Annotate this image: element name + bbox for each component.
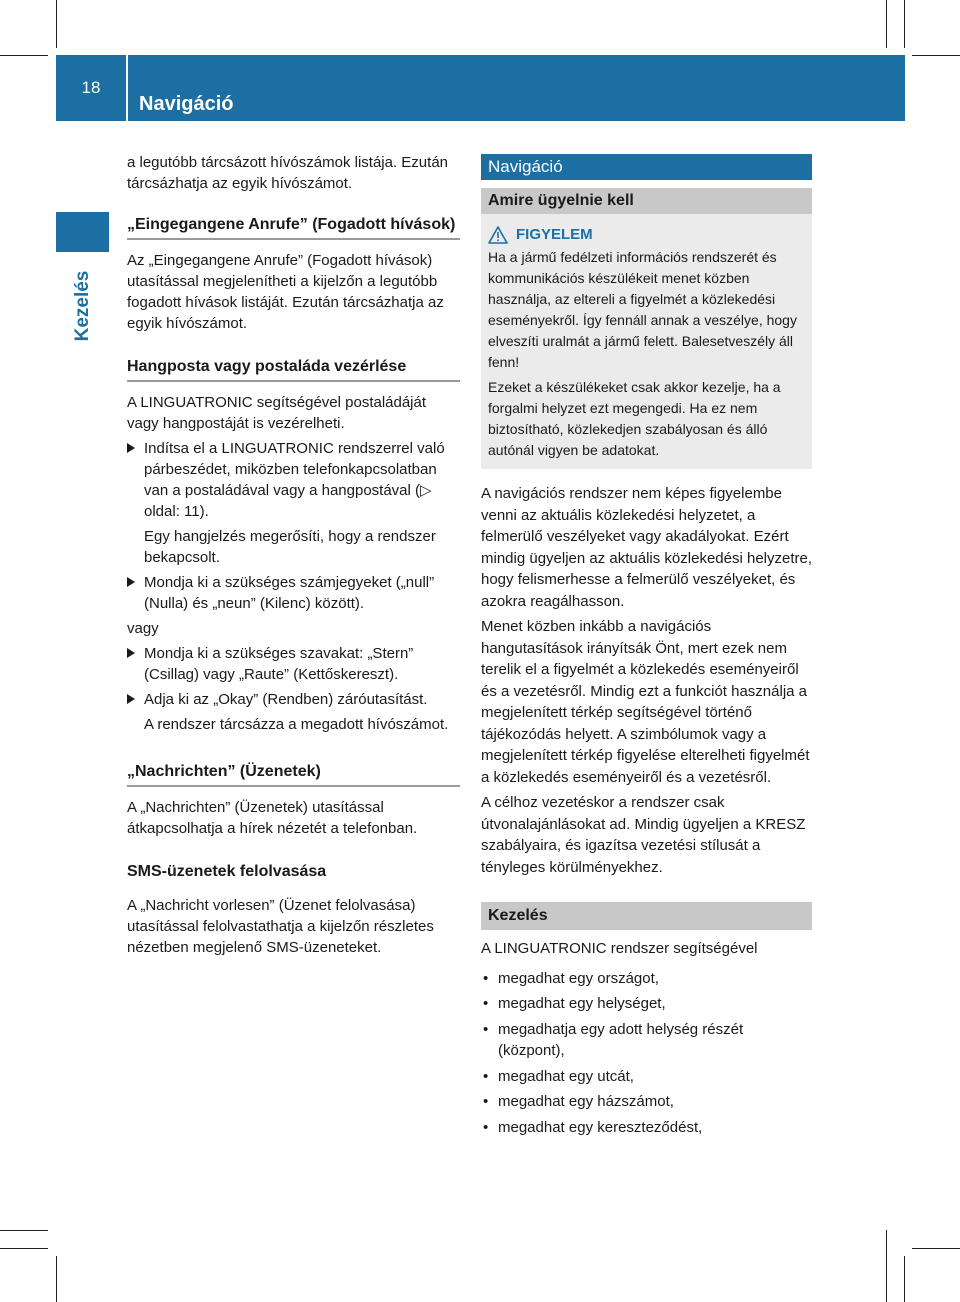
list-item-text: megadhat egy utcát,	[498, 1067, 634, 1085]
crop-mark	[904, 0, 905, 48]
list-item-text: megadhat egy helységet,	[498, 995, 666, 1012]
voicemail-body: A LINGUATRONIC segítségével postaládáját vagy hangpostáját is vezérelheti.	[127, 394, 427, 432]
bullet-icon: •	[483, 1093, 489, 1110]
warning-title-text: FIGYELEM	[516, 226, 593, 243]
crop-mark	[886, 0, 887, 48]
list-item	[481, 1019, 812, 1062]
page-title: Navigáció	[139, 93, 234, 115]
step-item	[127, 643, 460, 685]
operation-intro: A LINGUATRONIC rendszer segítségével	[481, 940, 758, 957]
body-paragraph: Menet közben inkább a navigációs hangutasítások irányítsák Önt, mert ezek nem terelik el a figyelmét a közlekedés eseményeiről és a vezetésről. Mindig ezt a funkciót használja a megjelenített térkép segítségével történő tájékozódás helyett. A szimbólumok vagy a megjelenített térkép figyelése elterelheti figyelmét a közlekedés eseményeiről és a vezetésről.	[481, 618, 810, 786]
left-column	[127, 152, 460, 962]
arrow-icon	[127, 577, 135, 587]
sms-body: A „Nachricht vorlesen” (Üzenet felolvasása) utasítással felolvastathatja a kijelzőn részletes nézetben megjelenő SMS-üzeneteket.	[127, 897, 434, 956]
bullet-icon: •	[483, 969, 489, 987]
warning-text: Ezeket a készülékeket csak akkor kezelje, ha a forgalmi helyzet ezt megengedi. Ha ez nem biztosítható, közlekedjen szabályosan és álló autónál vigyen be adatokat.	[488, 379, 781, 458]
list-item	[481, 993, 812, 1015]
crop-mark	[0, 55, 48, 56]
received-calls-body: Az „Eingegangene Anrufe” (Fogadott hívások) utasítással megjelenítheti a kijelzőn a legutóbb fogadott hívások listáját. Ezután tárcsázhatja az egyik hívószámot.	[127, 252, 444, 332]
body-paragraph: A navigációs rendszer nem képes figyelembe venni az aktuális közlekedési helyzetet, a felmerülő veszélyeket vagy akadályokat. Ezért mindig ügyeljen az aktuális közlekedési helyzetre, hogy felismerhesse a felmerülő veszélyeket, és azokra reagálhasson.	[481, 485, 813, 610]
list-item-text: megadhat egy országot,	[498, 969, 659, 987]
bullet-icon: •	[483, 1020, 489, 1038]
arrow-icon	[127, 648, 135, 658]
list-item	[481, 1117, 812, 1139]
section-heading-messages: „Nachrichten” (Üzenetek)	[127, 761, 460, 787]
body-paragraph: A célhoz vezetéskor a rendszer csak útvonalajánlásokat ad. Mindig ügyeljen a KRESZ szabályaira, és igazítsa vezetési stílusát a tényleges körülményekhez.	[481, 794, 806, 876]
list-item-text: megadhatja egy adott helység részét (központ),	[498, 1020, 744, 1059]
intro-text: a legutóbb tárcsázott hívószámok listája. Ezután tárcsázhatja az egyik hívószámot.	[127, 154, 449, 192]
list-item	[481, 1091, 812, 1113]
side-tab-label	[56, 252, 109, 360]
crop-mark	[56, 1256, 57, 1302]
subsection-heading: Amire ügyelnie kell	[481, 188, 812, 214]
crop-mark	[912, 1248, 960, 1249]
warning-triangle-icon	[488, 226, 508, 244]
messages-body: A „Nachrichten” (Üzenetek) utasítással átkapcsolhatja a hírek nézetét a telefonban.	[127, 799, 418, 837]
bullet-icon: •	[483, 1067, 489, 1085]
step-result: Egy hangjelzés megerősíti, hogy a rendszer bekapcsolt.	[144, 528, 436, 566]
side-tab-marker	[56, 212, 109, 252]
step-item	[127, 689, 460, 710]
section-heading-operation: Kezelés	[481, 902, 812, 930]
or-text: vagy	[127, 620, 159, 637]
crop-mark	[56, 0, 57, 48]
crop-mark	[912, 55, 960, 56]
list-item-text: megadhat egy házszámot,	[498, 1093, 674, 1110]
arrow-icon	[127, 443, 135, 453]
section-heading-sms: SMS-üzenetek felolvasása	[127, 863, 327, 880]
step-result: A rendszer tárcsázza a megadott hívószámot.	[144, 716, 449, 733]
crop-mark	[904, 1256, 905, 1302]
step-text: Mondja ki a szükséges szavakat: „Stern” (Csillag) vagy „Raute” (Kettőskereszt).	[144, 645, 414, 683]
bullet-icon: •	[483, 1118, 489, 1136]
warning-box	[481, 214, 812, 469]
section-heading-navigation: Navigáció	[481, 154, 812, 180]
step-item	[127, 438, 460, 522]
section-heading-received-calls: „Eingegangene Anrufe” (Fogadott hívások)	[127, 214, 460, 240]
crop-mark	[0, 1230, 48, 1231]
page-number: 18	[81, 78, 101, 97]
arrow-icon	[127, 694, 135, 704]
step-text: Mondja ki a szükséges számjegyeket („null” (Nulla) és „neun” (Kilenc) között).	[144, 574, 435, 612]
warning-title	[488, 224, 805, 245]
step-text: Adja ki az „Okay” (Rendben) záróutasítást.	[144, 691, 428, 708]
header-separator	[126, 55, 128, 121]
list-item-text: megadhat egy kereszteződést,	[498, 1118, 703, 1136]
list-item	[481, 968, 812, 990]
crop-mark	[886, 1230, 887, 1302]
step-item	[127, 572, 460, 614]
section-heading-voicemail: Hangposta vagy postaláda vezérlése	[127, 356, 460, 382]
side-tab-text: Kezelés	[71, 270, 93, 342]
bullet-icon: •	[483, 995, 489, 1012]
step-text: Indítsa el a LINGUATRONIC rendszerrel való párbeszédet, miközben telefonkapcsolatban van a postaládával vagy a hangpostával (▷ oldal: 11).	[144, 440, 445, 520]
warning-text: Ha a jármű fedélzeti információs rendszerét és kommunikációs készülékeit menet közben használja, az eltereli a figyelmét a közlekedési eseményekről. Így fennáll annak a veszélye, hogy elveszíti uralmát a jármű felett. Balesetveszély áll fenn!	[488, 249, 797, 370]
right-column	[481, 154, 812, 1142]
list-item	[481, 1066, 812, 1088]
crop-mark	[0, 1248, 48, 1249]
